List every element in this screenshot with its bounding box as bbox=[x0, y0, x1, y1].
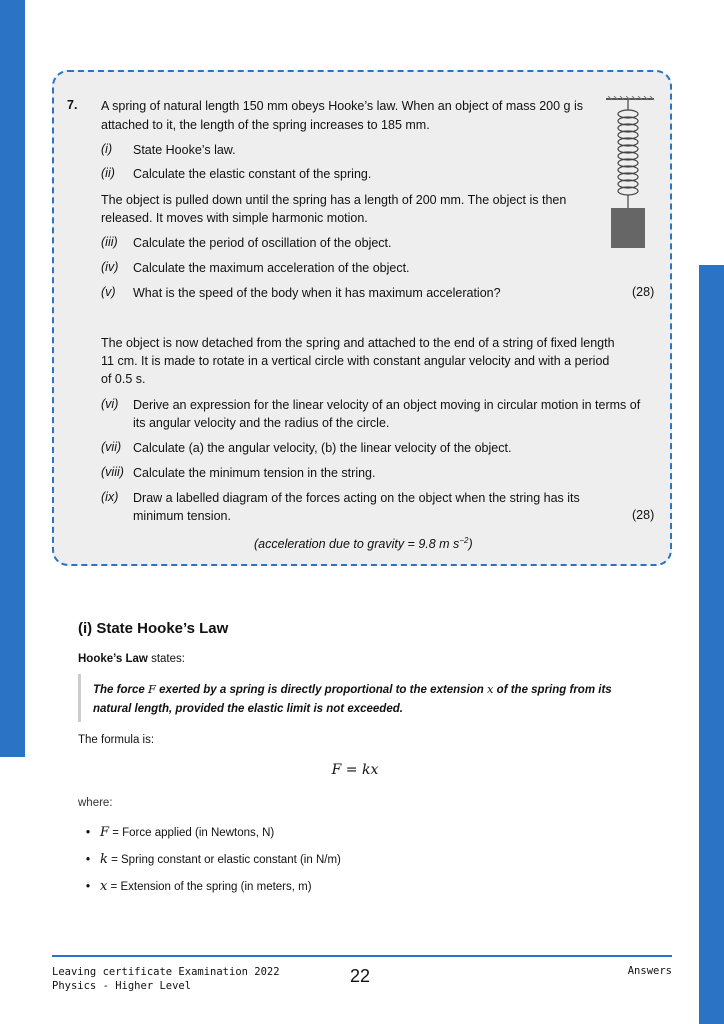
part-text: State Hooke’s law. bbox=[133, 143, 236, 157]
part-text: What is the speed of the body when it has maximum acceleration? bbox=[133, 286, 501, 300]
part-label: (iv) bbox=[101, 260, 119, 274]
part-text-continued: its angular velocity and the radius of the circle. bbox=[133, 416, 390, 430]
where-label: where: bbox=[78, 797, 113, 809]
right-accent-bar bbox=[699, 265, 724, 1024]
left-accent-bar bbox=[0, 0, 25, 757]
part-text: Calculate the maximum acceleration of the object. bbox=[133, 261, 410, 275]
second-intro-line-1: The object is now detached from the spring and attached to the end of a string of fixed length bbox=[101, 336, 615, 350]
part-label: (i) bbox=[101, 142, 113, 156]
part-label: (ii) bbox=[101, 166, 115, 180]
formula-intro: The formula is: bbox=[78, 734, 155, 746]
answer-intro: Hooke’s Law states: bbox=[78, 653, 185, 665]
part-text: Draw a labelled diagram of the forces acting on the object when the string has its bbox=[133, 491, 580, 505]
hookes-law-quote: The force F exerted by a spring is directly proportional to the extension x of the spring from its natural length, provided the elastic limit is not exceeded. bbox=[78, 674, 638, 722]
part-text: Derive an expression for the linear velocity of an object moving in circular motion in terms of bbox=[133, 398, 641, 412]
list-item: • x = Extension of the spring (in meters, m) bbox=[86, 879, 312, 894]
part-label: (ix) bbox=[101, 490, 119, 504]
question-intro-line-2: attached to it, the length of the spring increases to 185 mm. bbox=[101, 118, 430, 132]
list-item: • k = Spring constant or elastic constant (in N/m) bbox=[86, 852, 341, 867]
list-item: • F = Force applied (in Newtons, N) bbox=[86, 825, 275, 840]
answer-heading: (i) State Hooke’s Law bbox=[78, 620, 229, 637]
question-middle-line-2: released. It moves with simple harmonic motion. bbox=[101, 211, 368, 225]
question-middle-line-1: The object is pulled down until the spring has a length of 200 mm. The object is then bbox=[101, 193, 567, 207]
part-text: Calculate the elastic constant of the spring. bbox=[133, 167, 372, 181]
part-label: (viii) bbox=[101, 465, 124, 479]
part-text: Calculate (a) the angular velocity, (b) the linear velocity of the object. bbox=[133, 441, 512, 455]
part-text: Calculate the period of oscillation of the object. bbox=[133, 236, 392, 250]
hookes-law-formula: F = kx bbox=[331, 762, 379, 778]
part-text: Calculate the minimum tension in the string. bbox=[133, 466, 376, 480]
part-label: (v) bbox=[101, 285, 116, 299]
marks-label: (28) bbox=[632, 508, 655, 522]
part-label: (vii) bbox=[101, 440, 122, 454]
footer-section-label: Answers bbox=[627, 965, 672, 977]
second-intro-line-3: of 0.5 s. bbox=[101, 372, 146, 386]
part-label: (iii) bbox=[101, 235, 118, 249]
part-text-continued: minimum tension. bbox=[133, 509, 231, 523]
page-number: 22 bbox=[349, 966, 371, 986]
footer-exam-info: Leaving certificate Examination 2022 Physics - Higher Level bbox=[52, 966, 280, 992]
spring-mass-diagram bbox=[604, 96, 656, 252]
second-intro-line-2: 11 cm. It is made to rotate in a vertical circle with constant angular velocity and with a period bbox=[101, 354, 610, 368]
footer-divider bbox=[52, 955, 672, 957]
marks-label: (28) bbox=[632, 285, 655, 299]
question-number: 7. bbox=[67, 98, 78, 112]
part-label: (vi) bbox=[101, 397, 119, 411]
gravity-note: (acceleration due to gravity = 9.8 m $s^{-2}$) bbox=[254, 536, 473, 552]
question-intro-line-1: A spring of natural length 150 mm obeys Hooke’s law. When an object of mass 200 g is bbox=[101, 99, 583, 113]
